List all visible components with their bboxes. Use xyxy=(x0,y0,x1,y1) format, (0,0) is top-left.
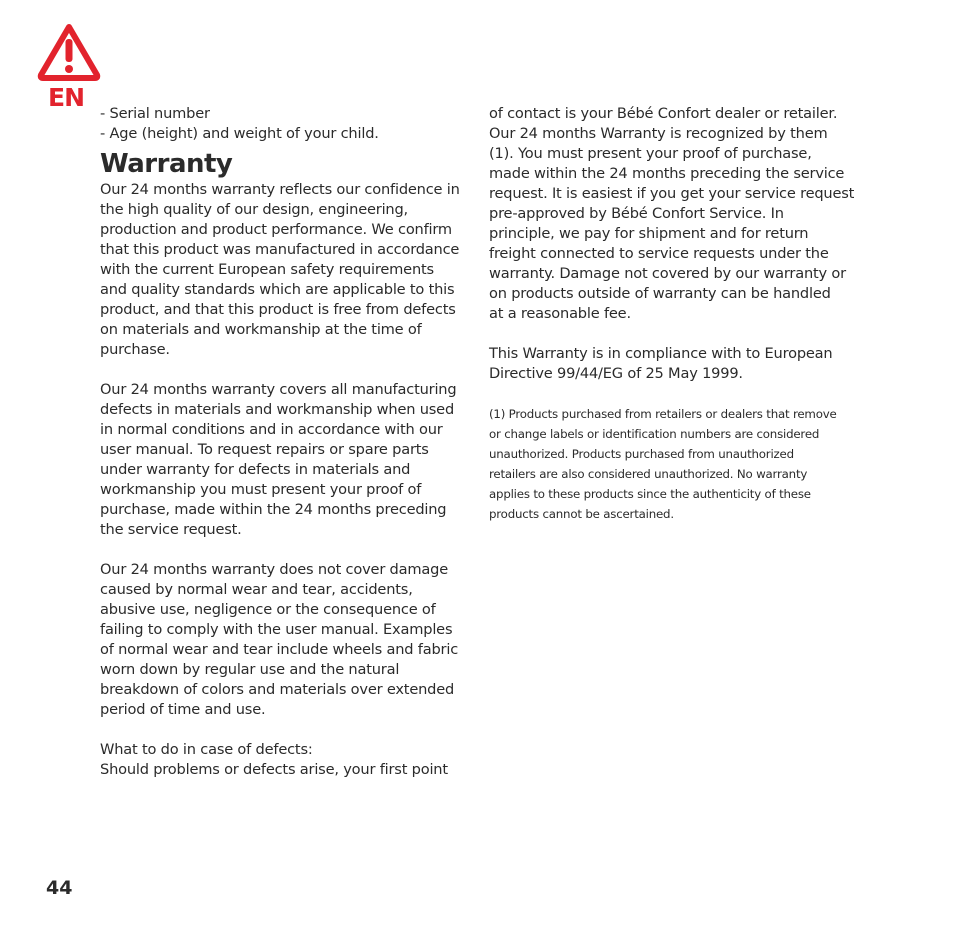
text-line: abusive use, negligence or the consequence of xyxy=(100,601,436,618)
text-line: of normal wear and tear include wheels and fabric xyxy=(100,641,459,658)
text-line: Should problems or defects arise, your first point xyxy=(100,761,448,778)
text-line: period of time and use. xyxy=(100,701,266,718)
footnote-line: or change labels or identification numbers are considered xyxy=(489,427,820,441)
text-line: What to do in case of defects: xyxy=(100,741,313,758)
language-label: EN xyxy=(48,83,85,112)
text-line: warranty. Damage not covered by our warranty or xyxy=(489,265,846,282)
text-line: failing to comply with the user manual. Examples xyxy=(100,621,453,638)
page-number: 44 xyxy=(46,877,73,899)
text-line: user manual. To request repairs or spare parts xyxy=(100,441,429,458)
text-line: at a reasonable fee. xyxy=(489,305,631,322)
text-line: pre-approved by Bébé Confort Service. In xyxy=(489,205,784,222)
list-item: - Serial number xyxy=(100,105,210,122)
text-line: request. It is easiest if you get your service request xyxy=(489,185,855,202)
warning-icon xyxy=(36,22,102,82)
text-line: with the current European safety requirements xyxy=(100,261,434,278)
paragraph-warranty-exclusions xyxy=(100,560,462,720)
text-line: on products outside of warranty can be handled xyxy=(489,285,831,302)
text-line: product, and that this product is free from defects xyxy=(100,301,456,318)
paragraph-warranty-confidence xyxy=(100,180,462,360)
text-line: the service request. xyxy=(100,521,242,538)
text-line: of contact is your Bébé Confort dealer or retailer. xyxy=(489,105,838,122)
text-line: and quality standards which are applicable to this xyxy=(100,281,455,298)
text-line: Directive 99/44/EG of 25 May 1999. xyxy=(489,365,743,382)
footnote-line: applies to these products since the authenticity of these xyxy=(489,487,811,501)
paragraph-compliance xyxy=(489,344,849,384)
text-line: Our 24 months warranty does not cover damage xyxy=(100,561,448,578)
list-item: - Age (height) and weight of your child. xyxy=(100,125,379,142)
text-line: in normal conditions and in accordance with our xyxy=(100,421,443,438)
section-heading: Warranty xyxy=(100,149,233,179)
text-line: This Warranty is in compliance with to European xyxy=(489,345,833,362)
text-line: Our 24 months warranty reflects our confidence in xyxy=(100,181,460,198)
text-line: the high quality of our design, engineering, xyxy=(100,201,408,218)
text-line: purchase. xyxy=(100,341,170,358)
paragraph-service-contact xyxy=(489,104,855,324)
text-line: production and product performance. We confirm xyxy=(100,221,452,238)
left-column xyxy=(100,104,462,780)
text-line: under warranty for defects in materials and xyxy=(100,461,411,478)
text-line: defects in materials and workmanship when used xyxy=(100,401,455,418)
text-line: on materials and workmanship at the time of xyxy=(100,321,422,338)
right-column xyxy=(489,104,855,524)
text-line: breakdown of colors and materials over extended xyxy=(100,681,455,698)
paragraph-defects xyxy=(100,740,462,780)
footnote-line: retailers are also considered unauthorized. No warranty xyxy=(489,467,808,481)
text-line: caused by normal wear and tear, accidents, xyxy=(100,581,413,598)
footnote-line: products cannot be ascertained. xyxy=(489,507,674,521)
text-line: worn down by regular use and the natural xyxy=(100,661,400,678)
text-line: made within the 24 months preceding the service xyxy=(489,165,845,182)
footnote xyxy=(489,404,849,524)
footnote-line: (1) Products purchased from retailers or dealers that remove xyxy=(489,407,837,421)
paragraph-warranty-coverage xyxy=(100,380,462,540)
text-line: (1). You must present your proof of purchase, xyxy=(489,145,812,162)
text-line: workmanship you must present your proof of xyxy=(100,481,422,498)
text-line: freight connected to service requests under the xyxy=(489,245,829,262)
text-line: principle, we pay for shipment and for return xyxy=(489,225,809,242)
text-line: Our 24 months warranty covers all manufacturing xyxy=(100,381,457,398)
text-line: purchase, made within the 24 months preceding xyxy=(100,501,447,518)
footnote-line: unauthorized. Products purchased from unauthorized xyxy=(489,447,794,461)
requirements-list xyxy=(100,104,462,144)
text-line: that this product was manufactured in accordance xyxy=(100,241,460,258)
text-line: Our 24 months Warranty is recognized by them xyxy=(489,125,828,142)
